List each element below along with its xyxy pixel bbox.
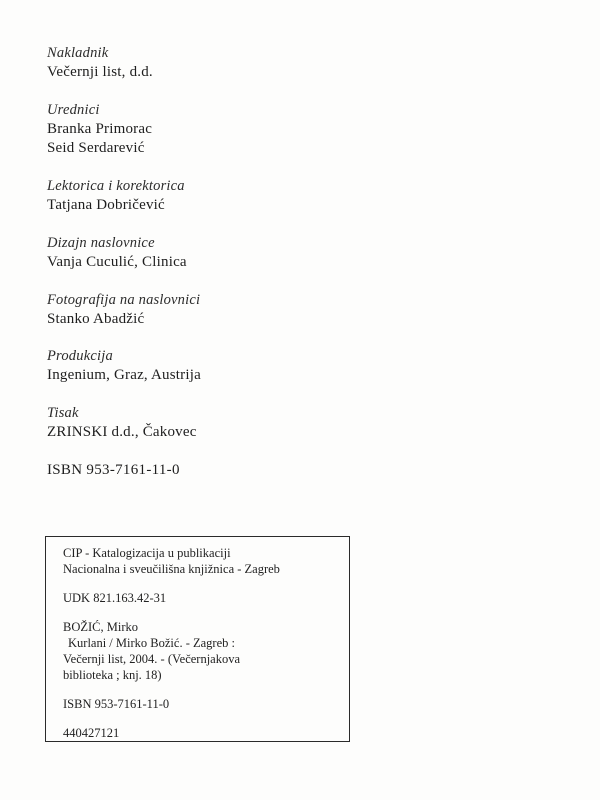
- credit-proofreader: [47, 177, 185, 215]
- cip-heading: CIP - Katalogizacija u publikaciji: [63, 546, 231, 560]
- credit-editors: [47, 101, 152, 158]
- cip-library: Nacionalna i sveučilišna knjižnica - Zagreb: [63, 562, 280, 576]
- credit-role: Lektorica i korektorica: [47, 178, 185, 194]
- credit-cover-photo: [47, 291, 200, 329]
- credit-printer: [47, 404, 197, 442]
- credit-role: Nakladnik: [47, 45, 109, 61]
- cip-record-box: [45, 536, 350, 742]
- isbn-number: ISBN 953-7161-11-0: [47, 462, 180, 478]
- cip-title-line: Kurlani / Mirko Božić. - Zagreb :: [68, 636, 235, 650]
- credit-role: Urednici: [47, 102, 100, 118]
- credit-role: Fotografija na naslovnici: [47, 292, 201, 308]
- credit-name: Ingenium, Graz, Austrija: [47, 367, 201, 383]
- credit-name: ZRINSKI d.d., Čakovec: [47, 424, 197, 440]
- credit-role: Produkcija: [47, 348, 113, 364]
- cip-udk: UDK 821.163.42-31: [63, 591, 167, 605]
- cip-title-line: Večernji list, 2004. - (Večernjakova: [63, 652, 241, 666]
- credit-name: Tatjana Dobričević: [47, 197, 165, 213]
- credit-cover-design: [47, 234, 187, 272]
- credit-name: Stanko Abadžić: [47, 311, 145, 327]
- cip-isbn: ISBN 953-7161-11-0: [63, 697, 170, 711]
- credit-role: Dizajn naslovnice: [47, 235, 155, 251]
- cip-title-line: biblioteka ; knj. 18): [63, 668, 162, 682]
- credit-publisher: [47, 44, 153, 82]
- credit-name: Večernji list, d.d.: [47, 64, 153, 80]
- credit-name: Branka Primorac: [47, 121, 153, 137]
- credit-role: Tisak: [47, 405, 79, 421]
- credit-production: [47, 347, 201, 385]
- cip-author: BOŽIĆ, Mirko: [63, 620, 138, 634]
- cip-record-id: 440427121: [63, 726, 120, 740]
- credit-name: Seid Serdarević: [47, 140, 145, 156]
- credit-name: Vanja Cuculić, Clinica: [47, 254, 187, 270]
